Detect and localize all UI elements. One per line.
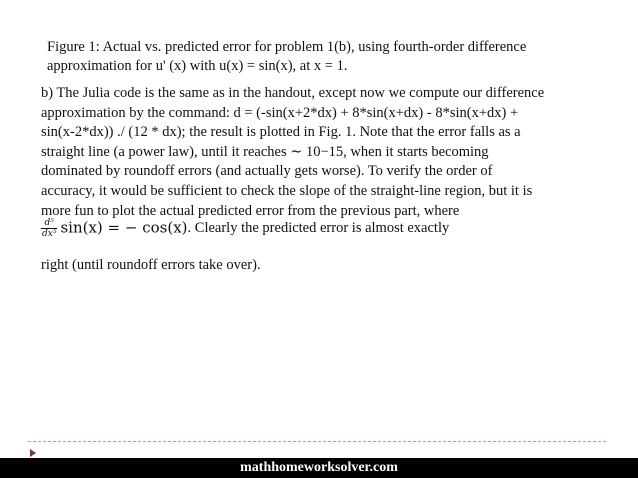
closing-sentence: right (until roundoff errors take over). — [41, 257, 261, 273]
slide-marker-icon — [30, 449, 36, 457]
paragraph-line-3: sin(x-2*dx)) ./ (12 * dx); the result is plotted in Fig. 1. Note that the error falls as a — [41, 124, 521, 141]
paragraph-line-5: dominated by roundoff errors (and actually gets worse). To verify the order of — [41, 163, 493, 180]
paragraph-line-1: b) The Julia code is the same as in the handout, except now we compute our difference — [41, 85, 545, 101]
footer-divider — [28, 441, 606, 442]
fraction-numerator: d⁵ — [41, 218, 57, 229]
derivative-equation — [41, 218, 188, 239]
equation-equals: = − — [102, 218, 143, 237]
figure-caption — [47, 38, 607, 76]
paragraph-line-7: more fun to plot the actual predicted error from the previous part, where — [41, 202, 460, 219]
fraction-denominator: dx⁵ — [42, 229, 57, 239]
paragraph-line-2: approximation by the command: d = (-sin(x+2*dx) + 8*sin(x+dx) - 8*sin(x+dx) + — [41, 104, 519, 121]
solution-paragraph — [41, 84, 621, 221]
math-equation-line — [41, 218, 449, 246]
footer-bar — [0, 458, 638, 478]
derivative-fraction — [41, 218, 57, 239]
equation-rhs: cos(x) — [142, 218, 188, 237]
equation-trailing-text: . Clearly the predicted error is almost exactly — [187, 220, 450, 236]
paragraph-line-6: accuracy, it would be sufficient to check the slope of the straight-line region, but it is — [41, 182, 533, 199]
equation-lhs: sin(x) — [60, 218, 103, 237]
caption-line-1: Figure 1: Actual vs. predicted error for problem 1(b), using fourth-order difference — [47, 39, 527, 55]
caption-line-2: approximation for u' (x) with u(x) = sin(x), at x = 1. — [47, 58, 348, 74]
footer-site-link[interactable]: mathhomeworksolver.com — [240, 460, 398, 475]
paragraph-line-4: straight line (a power law), until it reaches ∼ 10−15, when it starts becoming — [41, 143, 489, 160]
